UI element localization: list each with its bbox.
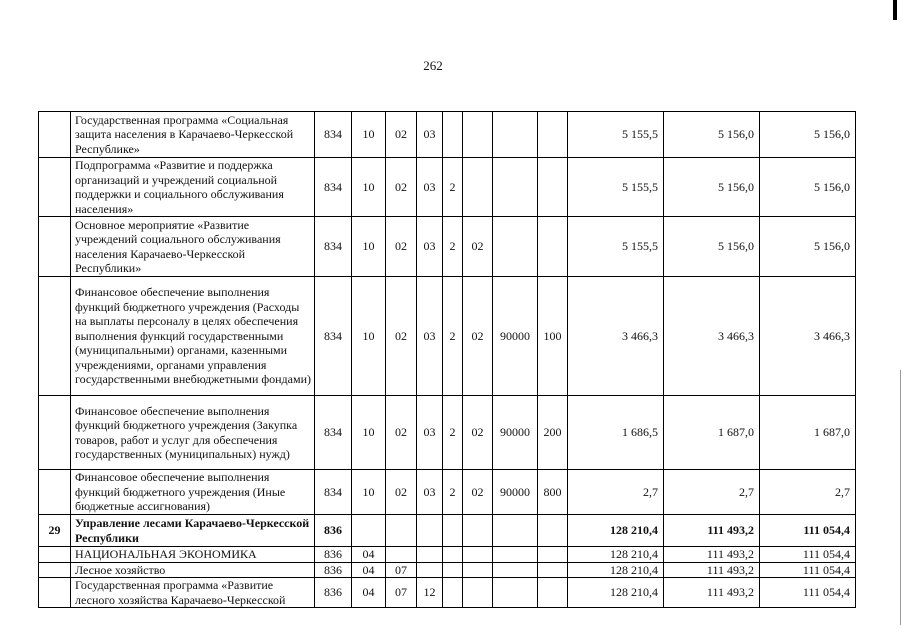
row-number-cell	[39, 217, 71, 277]
grbs-code-cell: 834	[315, 470, 352, 515]
program-code-cell	[417, 515, 443, 547]
program-code-cell	[417, 547, 443, 563]
program-code-cell: 03	[417, 470, 443, 515]
direction-code-cell	[493, 515, 538, 547]
amount-1-cell: 128 210,4	[568, 562, 664, 578]
amount-1-cell: 3 466,3	[568, 277, 664, 396]
binding-edge-mark	[893, 0, 897, 20]
amount-2-cell: 111 493,2	[664, 562, 760, 578]
grbs-code-cell: 834	[315, 277, 352, 396]
amount-3-cell: 111 054,4	[760, 578, 856, 608]
amount-1-cell: 5 155,5	[568, 112, 664, 158]
table-row	[39, 396, 856, 470]
amount-3-cell: 111 054,4	[760, 515, 856, 547]
row-number-cell	[39, 158, 71, 217]
page-number: 262	[423, 58, 443, 73]
amount-2-cell: 5 156,0	[664, 217, 760, 277]
subprogram-code-cell: 2	[443, 277, 463, 396]
item-name-cell: НАЦИОНАЛЬНАЯ ЭКОНОМИКА	[71, 547, 315, 563]
direction-code-cell: 90000	[493, 396, 538, 470]
main-event-code-cell	[463, 547, 493, 563]
expense-type-cell	[538, 217, 568, 277]
program-code-cell: 03	[417, 277, 443, 396]
program-code-cell	[417, 562, 443, 578]
subprogram-code-cell	[443, 578, 463, 608]
direction-code-cell	[493, 547, 538, 563]
amount-2-cell: 3 466,3	[664, 277, 760, 396]
amount-2-cell: 5 156,0	[664, 158, 760, 217]
main-event-code-cell: 02	[463, 396, 493, 470]
program-code-cell: 12	[417, 578, 443, 608]
row-number-cell	[39, 547, 71, 563]
budget-table	[38, 111, 856, 608]
row-number-cell	[39, 470, 71, 515]
amount-1-cell: 128 210,4	[568, 547, 664, 563]
item-name-cell: Финансовое обеспечение выполнения функций бюджетного учреждения (Иные бюджетные ассигнования)	[71, 470, 315, 515]
amount-1-cell: 2,7	[568, 470, 664, 515]
grbs-code-cell: 834	[315, 396, 352, 470]
table-row	[39, 112, 856, 158]
item-name-cell: Государственная программа «Социальная защита населения в Карачаево-Черкесской Республике»	[71, 112, 315, 158]
direction-code-cell: 90000	[493, 470, 538, 515]
item-name-cell: Финансовое обеспечение выполнения функций бюджетного учреждения (Закупка товаров, работ и услуг для обеспечения государственных (муниципальных) нужд)	[71, 396, 315, 470]
amount-1-cell: 128 210,4	[568, 515, 664, 547]
section-code-cell: 04	[352, 562, 386, 578]
section-code-cell: 10	[352, 217, 386, 277]
direction-code-cell	[493, 158, 538, 217]
row-number-cell	[39, 562, 71, 578]
expense-type-cell: 100	[538, 277, 568, 396]
item-name-cell: Подпрограмма «Развитие и поддержка организаций и учреждений социальной поддержки и социального обслуживания населения»	[71, 158, 315, 217]
amount-3-cell: 5 156,0	[760, 158, 856, 217]
item-name-cell: Финансовое обеспечение выполнения функций бюджетного учреждения (Расходы на выплаты персоналу в целях обеспечения выполнения функций государственными (муниципальными) органами, казенными учреждениями, органами управления государственными внебюджетными фондами)	[71, 277, 315, 396]
expense-type-cell	[538, 112, 568, 158]
amount-3-cell: 111 054,4	[760, 562, 856, 578]
section-code-cell: 04	[352, 547, 386, 563]
subsection-code-cell: 02	[386, 158, 417, 217]
expense-type-cell: 200	[538, 396, 568, 470]
table-row	[39, 470, 856, 515]
row-number-cell	[39, 277, 71, 396]
subsection-code-cell: 02	[386, 277, 417, 396]
subsection-code-cell: 02	[386, 112, 417, 158]
amount-3-cell: 5 156,0	[760, 217, 856, 277]
amount-3-cell: 2,7	[760, 470, 856, 515]
grbs-code-cell: 836	[315, 547, 352, 563]
amount-2-cell: 2,7	[664, 470, 760, 515]
expense-type-cell	[538, 578, 568, 608]
amount-1-cell: 5 155,5	[568, 217, 664, 277]
expense-type-cell	[538, 562, 568, 578]
main-event-code-cell	[463, 515, 493, 547]
table-row	[39, 158, 856, 217]
amount-3-cell: 1 687,0	[760, 396, 856, 470]
subprogram-code-cell	[443, 112, 463, 158]
program-code-cell: 03	[417, 396, 443, 470]
subprogram-code-cell	[443, 547, 463, 563]
amount-2-cell: 111 493,2	[664, 515, 760, 547]
amount-1-cell: 128 210,4	[568, 578, 664, 608]
table-row	[39, 277, 856, 396]
row-number-cell	[39, 578, 71, 608]
amount-2-cell: 111 493,2	[664, 578, 760, 608]
subsection-code-cell: 02	[386, 396, 417, 470]
program-code-cell: 03	[417, 217, 443, 277]
item-name-cell: Государственная программа «Развитие лесного хозяйства Карачаево-Черкесской	[71, 578, 315, 608]
section-code-cell: 04	[352, 578, 386, 608]
main-event-code-cell	[463, 578, 493, 608]
subprogram-code-cell	[443, 562, 463, 578]
program-code-cell: 03	[417, 158, 443, 217]
expense-type-cell: 800	[538, 470, 568, 515]
grbs-code-cell: 834	[315, 217, 352, 277]
subprogram-code-cell: 2	[443, 470, 463, 515]
section-code-cell: 10	[352, 112, 386, 158]
grbs-code-cell: 836	[315, 515, 352, 547]
section-code-cell: 10	[352, 277, 386, 396]
item-name-cell: Основное мероприятие «Развитие учреждений социального обслуживания населения Карачаево-Черкесской Республики»	[71, 217, 315, 277]
table-row	[39, 217, 856, 277]
subsection-code-cell	[386, 547, 417, 563]
amount-2-cell: 1 687,0	[664, 396, 760, 470]
table-row	[39, 515, 856, 547]
main-event-code-cell: 02	[463, 217, 493, 277]
subsection-code-cell: 07	[386, 562, 417, 578]
table-row	[39, 578, 856, 608]
amount-2-cell: 111 493,2	[664, 547, 760, 563]
section-code-cell	[352, 515, 386, 547]
scan-edge-line	[900, 370, 901, 625]
section-code-cell: 10	[352, 158, 386, 217]
amount-3-cell: 111 054,4	[760, 547, 856, 563]
subsection-code-cell	[386, 515, 417, 547]
direction-code-cell	[493, 562, 538, 578]
subsection-code-cell: 07	[386, 578, 417, 608]
grbs-code-cell: 834	[315, 112, 352, 158]
amount-3-cell: 3 466,3	[760, 277, 856, 396]
grbs-code-cell: 836	[315, 578, 352, 608]
program-code-cell: 03	[417, 112, 443, 158]
direction-code-cell	[493, 217, 538, 277]
subsection-code-cell: 02	[386, 217, 417, 277]
subprogram-code-cell	[443, 515, 463, 547]
row-number-cell	[39, 396, 71, 470]
section-code-cell: 10	[352, 396, 386, 470]
main-event-code-cell: 02	[463, 277, 493, 396]
item-name-cell: Лесное хозяйство	[71, 562, 315, 578]
main-event-code-cell: 02	[463, 470, 493, 515]
row-number-cell: 29	[39, 515, 71, 547]
grbs-code-cell: 834	[315, 158, 352, 217]
direction-code-cell	[493, 578, 538, 608]
amount-1-cell: 5 155,5	[568, 158, 664, 217]
expense-type-cell	[538, 547, 568, 563]
grbs-code-cell: 836	[315, 562, 352, 578]
main-event-code-cell	[463, 562, 493, 578]
amount-3-cell: 5 156,0	[760, 112, 856, 158]
main-event-code-cell	[463, 158, 493, 217]
item-name-cell: Управление лесами Карачаево-Черкесской Республики	[71, 515, 315, 547]
amount-2-cell: 5 156,0	[664, 112, 760, 158]
subsection-code-cell: 02	[386, 470, 417, 515]
subprogram-code-cell: 2	[443, 158, 463, 217]
row-number-cell	[39, 112, 71, 158]
subprogram-code-cell: 2	[443, 217, 463, 277]
direction-code-cell	[493, 112, 538, 158]
main-event-code-cell	[463, 112, 493, 158]
table-row	[39, 562, 856, 578]
subprogram-code-cell: 2	[443, 396, 463, 470]
expense-type-cell	[538, 158, 568, 217]
direction-code-cell: 90000	[493, 277, 538, 396]
table-row	[39, 547, 856, 563]
section-code-cell: 10	[352, 470, 386, 515]
amount-1-cell: 1 686,5	[568, 396, 664, 470]
expense-type-cell	[538, 515, 568, 547]
